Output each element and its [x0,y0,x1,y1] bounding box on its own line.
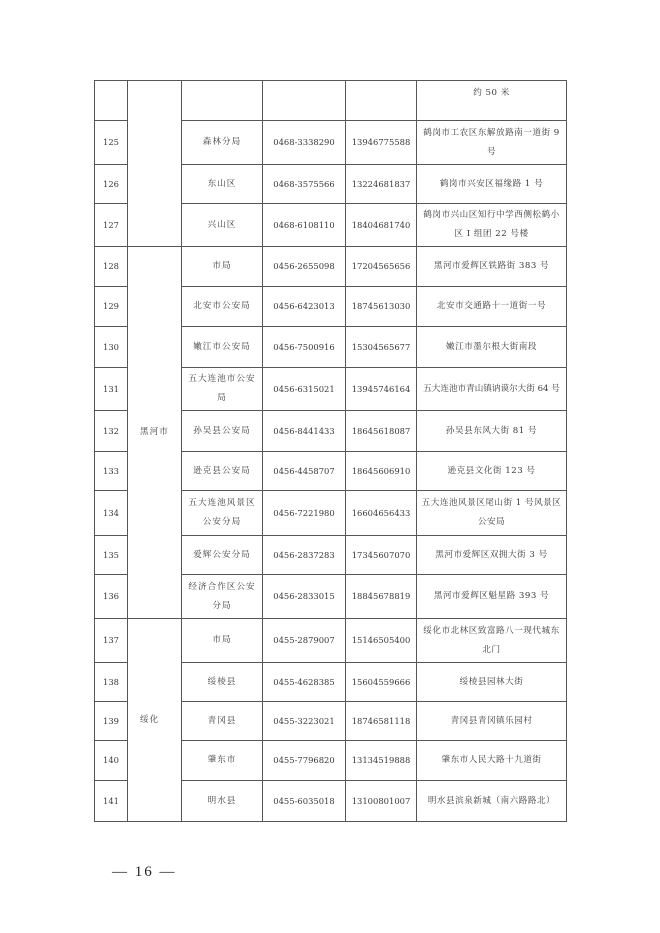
police-contact-table [94,80,567,822]
cell-address: 黑河市爱辉区铁路街 383 号 [417,247,567,287]
cell-mobile: 18746581118 [346,702,417,741]
cell-landline: 0468-3575566 [263,165,346,204]
cell-mobile: 13100801007 [346,781,417,822]
cell-no: 128 [95,247,128,287]
cell-mobile: 13224681837 [346,165,417,204]
cell-no: 126 [95,165,128,204]
cell-mobile: 18845678819 [346,575,417,619]
cell-unit: 市局 [182,247,263,287]
cell-no: 129 [95,287,128,327]
cell-landline: 0455-4628385 [263,663,346,702]
cell-no: 132 [95,411,128,452]
cell-unit: 逊克县公安局 [182,452,263,491]
cell-mobile: 16604656433 [346,491,417,536]
cell-landline: 0456-4458707 [263,452,346,491]
cell-address: 明水县滨泉新城（南六路路北） [417,781,567,822]
cell-landline: 0468-6108110 [263,204,346,247]
cell-no: 133 [95,452,128,491]
cell-no: 136 [95,575,128,619]
cell-mobile: 18745613030 [346,287,417,327]
cell-unit: 经济合作区公安分局 [182,575,263,619]
cell-unit: 明水县 [182,781,263,822]
cell-mobile: 18645606910 [346,452,417,491]
cell-unit: 五大连池风景区公安分局 [182,491,263,536]
cell-unit: 肇东市 [182,741,263,781]
cell-no: 141 [95,781,128,822]
cell-no: 138 [95,663,128,702]
table-row [95,247,567,287]
cell-mobile: 13134519888 [346,741,417,781]
cell-mobile: 15604559666 [346,663,417,702]
cell-mobile: 13945746164 [346,368,417,411]
cell-address: 约 50 米 [417,81,567,121]
cell-address: 北安市交通路十一道街一号 [417,287,567,327]
cell-landline: 0456-7500916 [263,327,346,368]
cell-mobile: 15146505400 [346,619,417,663]
cell-landline: 0456-6315021 [263,368,346,411]
cell-no: 140 [95,741,128,781]
cell-address: 绥棱县园林大街 [417,663,567,702]
cell-unit: 森林分局 [182,121,263,165]
cell-address: 黑河市爱辉区双拥大街 3 号 [417,536,567,575]
cell-mobile: 18404681740 [346,204,417,247]
cell-landline: 0468-3338290 [263,121,346,165]
cell-no [95,81,128,121]
cell-no: 131 [95,368,128,411]
page-number: — 16 — [112,864,177,880]
cell-mobile: 15304565677 [346,327,417,368]
cell-landline: 0456-2833015 [263,575,346,619]
cell-landline: 0455-2879007 [263,619,346,663]
cell-address: 五大连池市青山镇讷谟尔大街 64 号 [417,368,567,411]
cell-address: 嫩江市墨尔根大街南段 [417,327,567,368]
cell-address: 青冈县青冈镇乐园村 [417,702,567,741]
table-row [95,619,567,663]
cell-address: 鹤岗市工农区东解放路南一道街 9 号 [417,121,567,165]
cell-unit: 爱辉公安分局 [182,536,263,575]
cell-address: 逊克县文化街 123 号 [417,452,567,491]
cell-landline: 0456-2655098 [263,247,346,287]
cell-address: 鹤岗市兴安区福缘路 1 号 [417,165,567,204]
cell-address: 肇东市人民大路十九道街 [417,741,567,781]
cell-unit: 青冈县 [182,702,263,741]
cell-unit [182,81,263,121]
cell-no: 134 [95,491,128,536]
cell-address: 鹤岗市兴山区知行中学西侧松鹤小区 I 组团 22 号楼 [417,204,567,247]
cell-address: 黑河市爱辉区魁星路 393 号 [417,575,567,619]
cell-landline: 0456-8441433 [263,411,346,452]
cell-landline: 0456-6423013 [263,287,346,327]
cell-landline: 0456-7221980 [263,491,346,536]
table-row-continuation [95,81,567,121]
cell-city [128,81,182,247]
cell-address: 孙吴县东风大街 81 号 [417,411,567,452]
cell-no: 135 [95,536,128,575]
cell-landline: 0455-3223021 [263,702,346,741]
cell-unit: 绥棱县 [182,663,263,702]
cell-city: 黑河市 [128,247,182,619]
cell-unit: 东山区 [182,165,263,204]
cell-mobile: 13946775588 [346,121,417,165]
cell-unit: 嫩江市公安局 [182,327,263,368]
cell-mobile: 17345607070 [346,536,417,575]
cell-unit: 兴山区 [182,204,263,247]
cell-landline: 0456-2837283 [263,536,346,575]
cell-landline [263,81,346,121]
cell-no: 125 [95,121,128,165]
cell-address: 五大连池风景区尾山街 1 号风景区公安局 [417,491,567,536]
cell-landline: 0455-6035018 [263,781,346,822]
cell-unit: 孙吴县公安局 [182,411,263,452]
cell-no: 127 [95,204,128,247]
cell-mobile: 18645618087 [346,411,417,452]
cell-landline: 0455-7796820 [263,741,346,781]
cell-city: 绥化 [128,619,182,822]
cell-no: 139 [95,702,128,741]
cell-mobile [346,81,417,121]
cell-no: 137 [95,619,128,663]
cell-unit: 五大连池市公安局 [182,368,263,411]
cell-unit: 市局 [182,619,263,663]
cell-unit: 北安市公安局 [182,287,263,327]
cell-mobile: 17204565656 [346,247,417,287]
cell-address: 绥化市北林区致富路八一现代城东北门 [417,619,567,663]
cell-no: 130 [95,327,128,368]
